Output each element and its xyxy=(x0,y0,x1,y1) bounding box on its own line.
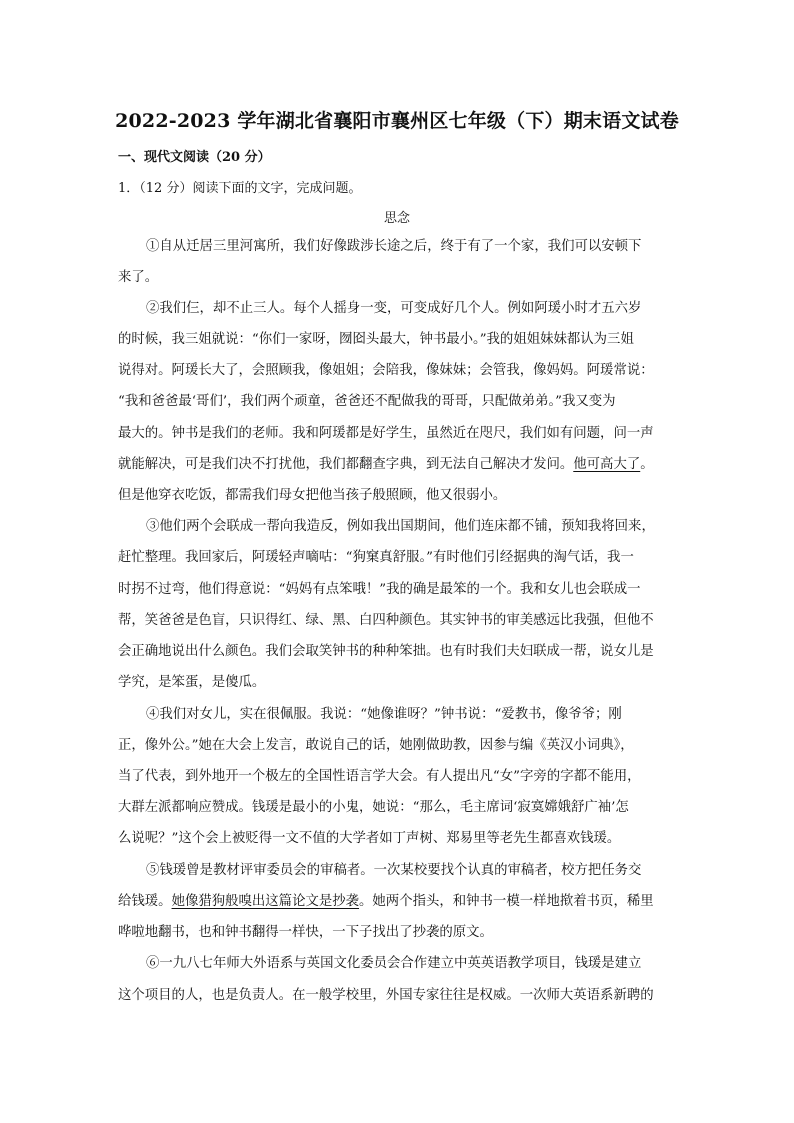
underlined-phrase: 她像猎狗般嗅出这篇论文是抄袭 xyxy=(171,894,360,909)
passage-line: 但是他穿衣吃饭，都需我们母女把他当孩子般照顾，他又很弱小。 xyxy=(118,488,507,503)
passage-line xyxy=(118,892,674,912)
passage-line: 最大的。钟书是我们的老师。我和阿瑗都是好学生，虽然近在咫尺，我们如有问题，问一声 xyxy=(118,426,654,441)
passage-line: 学究，是笨蛋，是傻瓜。 xyxy=(118,675,266,690)
passage-line: 正，像外公。”她在大会上发言，敢说自己的话，她刚做助教，因参与编《英汉小词典》， xyxy=(118,738,634,753)
passage-line: 来了。 xyxy=(118,270,159,285)
passage-line: 帮，笑爸爸是色盲，只识得红、绿、黑、白四种颜色。其实钟书的审美感远比我强，但他不 xyxy=(118,613,654,628)
passage-line: 时拐不过弯，他们得意说：“妈妈有点笨哦！”我的确是最笨的一个。我和女儿也会联成一 xyxy=(118,582,641,597)
passage-line: “我和爸爸最‘哥们’，我们两个顽童，爸爸还不配做我的哥哥，只配做弟弟。”我又变为 xyxy=(118,394,616,409)
passage-line: ⑤钱瑗曾是教材评审委员会的审稿者。一次某校要找个认真的审稿者，校方把任务交 xyxy=(146,863,642,878)
passage-line: 这个项目的人，也是负责人。在一般学校里，外国专家往往是权威。一次师大英语系新聘的 xyxy=(118,988,654,1003)
passage-line: 哗啦地翻书，也和钟书翻得一样快，一下子找出了抄袭的原文。 xyxy=(118,925,493,940)
passage-line: ②我们仨，却不止三人。每个人摇身一变，可变成好几个人。例如阿瑗小时才五六岁 xyxy=(146,301,642,316)
passage-title: 思念 xyxy=(383,211,410,226)
passage-line xyxy=(118,455,674,475)
passage-line: 当了代表，到外地开一个极左的全国性语言学大会。有人提出凡“女”字旁的字都不能用， xyxy=(118,769,641,784)
underlined-phrase: 他可高大了 xyxy=(573,457,641,472)
passage-text: 。她两个指头，和钟书一模一样地揿着书页，稀里 xyxy=(359,894,654,909)
passage-line: ①自从迁居三里河寓所，我们好像跋涉长途之后，终于有了一个家，我们可以安顿下 xyxy=(146,239,642,254)
passage-line: 大群左派都响应赞成。钱瑗是最小的小鬼，她说：“那么，毛主席词‘寂寞嫦娥舒广袖’怎 xyxy=(118,800,629,815)
passage-text: 给钱瑗。 xyxy=(118,894,172,909)
passage-line: ③他们两个会联成一帮向我造反，例如我出国期间，他们连床都不铺，预知我将回来， xyxy=(146,519,655,534)
passage-line: ④我们对女儿，实在很佩服。我说：“她像谁呀？”钟书说：“爱教书，像爷爷；刚 xyxy=(146,707,622,722)
passage-line: 么说呢？”这个会上被贬得一文不值的大学者如丁声树、郑易里等老先生都喜欢钱瑗。 xyxy=(118,831,621,846)
passage-text: 。 xyxy=(640,457,654,472)
passage-line: 说得对。阿瑗长大了，会照顾我，像姐姐；会陪我，像妹妹；会管我，像妈妈。阿瑗常说： xyxy=(118,363,654,378)
passage-line: ⑥一九八七年师大外语系与英国文化委员会合作建立中英英语教学项目，钱瑗是建立 xyxy=(146,956,642,971)
passage-line: 赶忙整理。我回家后，阿瑗轻声嘀咕：“狗窠真舒服。”有时他们引经据典的淘气话，我一 xyxy=(118,550,634,565)
passage-text: 就能解决，可是我们决不打扰他，我们都翻查字典，到无法自己解决才发问。 xyxy=(118,457,574,472)
exam-title: 2022-2023 学年湖北省襄阳市襄州区七年级（下）期末语文试卷 xyxy=(115,110,679,132)
passage-line: 的时候，我三姐就说：“你们一家呀，囫囵头最大，钟书最小。”我的姐姐妹妹都认为三姐 xyxy=(118,332,634,347)
section-heading: 一、现代文阅读（20 分） xyxy=(118,150,271,165)
question-prompt: 1．（12 分）阅读下面的文字，完成问题。 xyxy=(118,181,362,196)
passage-line: 会正确地说出什么颜色。我们会取笑钟书的种种笨拙。也有时我们夫妇联成一帮，说女儿是 xyxy=(118,644,654,659)
